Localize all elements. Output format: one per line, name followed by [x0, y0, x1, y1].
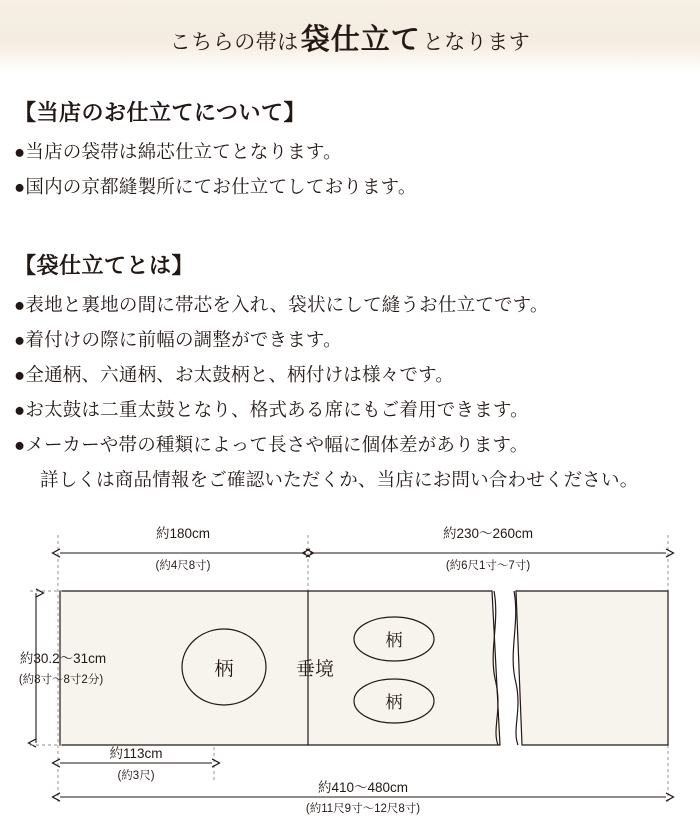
banner-emphasis: 袋仕立て	[300, 23, 421, 56]
divider-label: 垂境	[295, 658, 335, 680]
bottom-total-dim-sub: (約11尺9寸〜12尺8寸)	[305, 802, 421, 815]
section-title-1: 【当店のお仕立てについて】	[14, 100, 307, 125]
pattern-label-2: 柄	[385, 692, 403, 712]
top-right-dim-main: 約230〜260cm	[442, 525, 534, 541]
pattern-label-main: 柄	[214, 658, 234, 680]
left-dim-main: 約30.2〜31cm	[19, 650, 107, 666]
obi-dimension-diagram	[0, 515, 700, 815]
section-1-line-1: ●当店の袋帯は綿芯仕立てとなります。	[14, 143, 342, 163]
top-left-dimension	[60, 526, 306, 572]
bottom-total-dimension	[60, 780, 666, 815]
section-shop-tailoring	[14, 96, 686, 204]
bottom-total-dim-main: 約410〜480cm	[317, 779, 409, 795]
section-2-line-4: ●お太鼓は二重太鼓となり、格式ある席にもご着用できます。	[14, 400, 529, 421]
section-2-line-5: ●メーカーや帯の種類によって長さや幅に個体差があります。	[14, 435, 529, 456]
bottom-left-dim-sub: (約3尺)	[117, 769, 155, 782]
top-right-dimension	[310, 526, 666, 572]
document-content	[0, 74, 700, 497]
left-dim-sub: (約8寸〜8寸2分)	[18, 673, 104, 686]
section-spacer	[14, 209, 686, 245]
top-left-dim-sub: (約4尺8寸)	[155, 559, 211, 572]
top-right-dim-sub: (約6尺1寸〜7寸)	[445, 559, 531, 572]
banner-prefix: こちらの帯は	[169, 29, 299, 54]
banner-suffix: となります	[422, 29, 531, 54]
header-banner	[0, 0, 700, 74]
section-2-line-1: ●表地と裏地の間に帯芯を入れ、袋状にして縫うお仕立てです。	[14, 295, 549, 316]
bottom-left-dimension	[60, 746, 212, 782]
top-left-dim-main: 約180cm	[155, 525, 211, 541]
section-title-2: 【袋仕立てとは】	[14, 252, 195, 278]
section-2-line-3: ●全通柄、六通柄、お太鼓柄と、柄付けは様々です。	[14, 365, 454, 386]
bottom-left-dim-main: 約113cm	[109, 745, 163, 761]
obi-body	[60, 591, 668, 745]
section-2-indent-line-1: 詳しくは商品情報をご確認いただくか、当店にお問い合わせください。	[40, 470, 639, 491]
header-banner-text	[170, 17, 531, 58]
section-what-is-fukuro	[14, 249, 686, 497]
section-2-line-2: ●着付けの際に前幅の調整ができます。	[14, 330, 342, 351]
pattern-label-1: 柄	[385, 630, 403, 650]
section-1-line-2: ●国内の京都縫製所にてお仕立てしております。	[14, 177, 417, 198]
